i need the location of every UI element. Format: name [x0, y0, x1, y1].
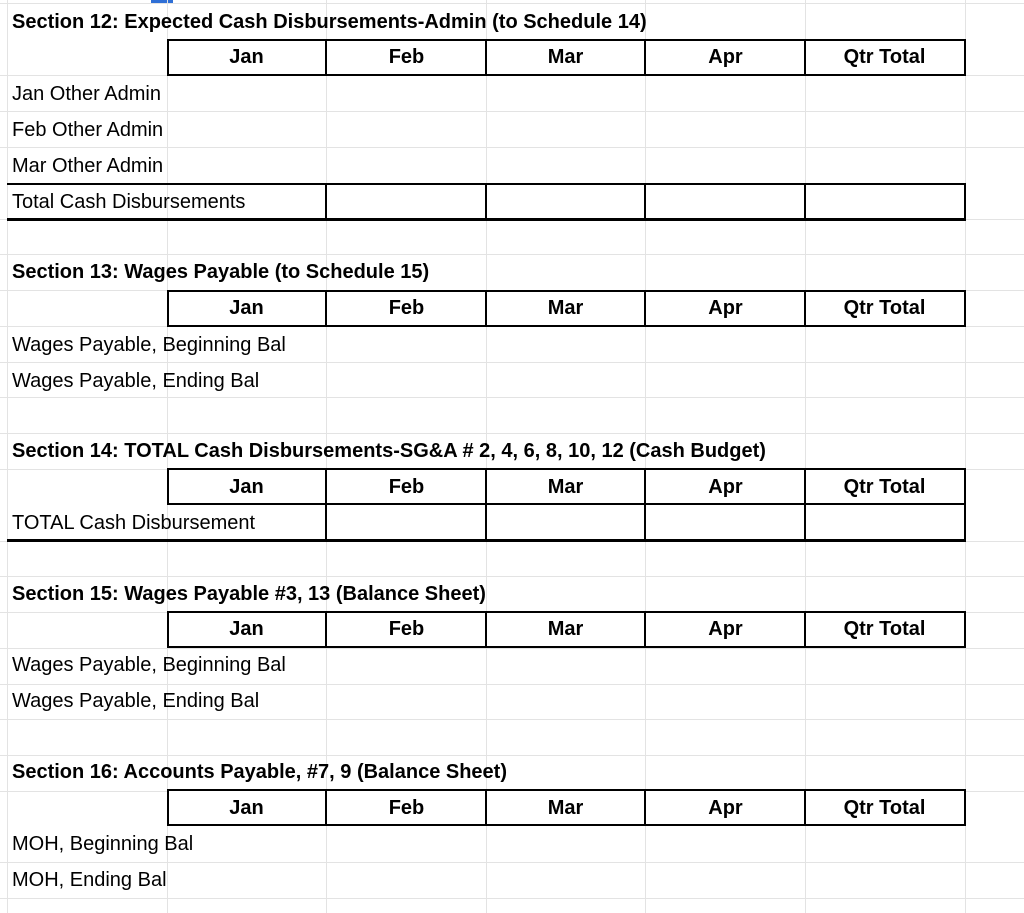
gridline — [0, 719, 1024, 720]
header-mar[interactable]: Mar — [547, 297, 584, 319]
cell-border — [964, 504, 966, 541]
header-apr[interactable]: Apr — [708, 297, 743, 319]
section-15-title: Section 15: Wages Payable #3, 13 (Balance Sheet) — [12, 583, 486, 605]
header-jan[interactable]: Jan — [229, 297, 264, 319]
header-jan[interactable]: Jan — [229, 476, 264, 498]
row-label[interactable]: Jan Other Admin — [12, 83, 161, 105]
header-mar[interactable]: Mar — [547, 618, 584, 640]
gridline — [0, 898, 1024, 899]
header-apr[interactable]: Apr — [708, 46, 743, 68]
cell-border — [485, 183, 487, 220]
cell-border — [325, 183, 327, 220]
row-label[interactable]: Wages Payable, Beginning Bal — [12, 654, 286, 676]
cell-border — [804, 183, 806, 220]
section-14-title: Section 14: TOTAL Cash Disbursements-SG&A # 2, 4, 6, 8, 10, 12 (Cash Budget) — [12, 440, 766, 462]
header-apr[interactable]: Apr — [708, 476, 743, 498]
row-label[interactable]: Wages Payable, Ending Bal — [12, 370, 260, 392]
row-label[interactable]: MOH, Beginning Bal — [12, 833, 194, 855]
header-apr[interactable]: Apr — [708, 797, 743, 819]
cell-border — [325, 504, 327, 541]
section-13-title: Section 13: Wages Payable (to Schedule 15) — [12, 261, 430, 283]
header-mar[interactable]: Mar — [547, 797, 584, 819]
header-qtr-total[interactable]: Qtr Total — [843, 618, 926, 640]
section-12-title: Section 12: Expected Cash Disbursements-Admin (to Schedule 14) — [12, 11, 647, 33]
row-label[interactable]: Wages Payable, Beginning Bal — [12, 334, 286, 356]
row-label-total[interactable]: TOTAL Cash Disbursement — [12, 512, 256, 534]
cell-border — [485, 504, 487, 541]
row-label[interactable]: MOH, Ending Bal — [12, 869, 167, 891]
header-feb[interactable]: Feb — [388, 46, 425, 68]
header-qtr-total[interactable]: Qtr Total — [843, 476, 926, 498]
header-feb[interactable]: Feb — [388, 618, 425, 640]
gridline — [7, 0, 8, 913]
header-apr[interactable]: Apr — [708, 618, 743, 640]
header-qtr-total[interactable]: Qtr Total — [843, 46, 926, 68]
header-qtr-total[interactable]: Qtr Total — [843, 797, 926, 819]
gridline — [965, 0, 966, 913]
row-label[interactable]: Wages Payable, Ending Bal — [12, 690, 260, 712]
header-jan[interactable]: Jan — [229, 797, 264, 819]
cell-border — [964, 183, 966, 220]
header-feb[interactable]: Feb — [388, 297, 425, 319]
row-label[interactable]: Feb Other Admin — [12, 119, 164, 141]
header-jan[interactable]: Jan — [229, 46, 264, 68]
cell-border — [644, 183, 646, 220]
section-16-title: Section 16: Accounts Payable, #7, 9 (Balance Sheet) — [12, 761, 507, 783]
row-label[interactable]: Mar Other Admin — [12, 155, 164, 177]
row-label-total[interactable]: Total Cash Disbursements — [12, 191, 246, 213]
cell-border — [804, 504, 806, 541]
cell-border — [644, 504, 646, 541]
header-mar[interactable]: Mar — [547, 476, 584, 498]
header-feb[interactable]: Feb — [388, 476, 425, 498]
header-mar[interactable]: Mar — [547, 46, 584, 68]
header-feb[interactable]: Feb — [388, 797, 425, 819]
gridline — [805, 0, 806, 913]
header-jan[interactable]: Jan — [229, 618, 264, 640]
header-qtr-total[interactable]: Qtr Total — [843, 297, 926, 319]
